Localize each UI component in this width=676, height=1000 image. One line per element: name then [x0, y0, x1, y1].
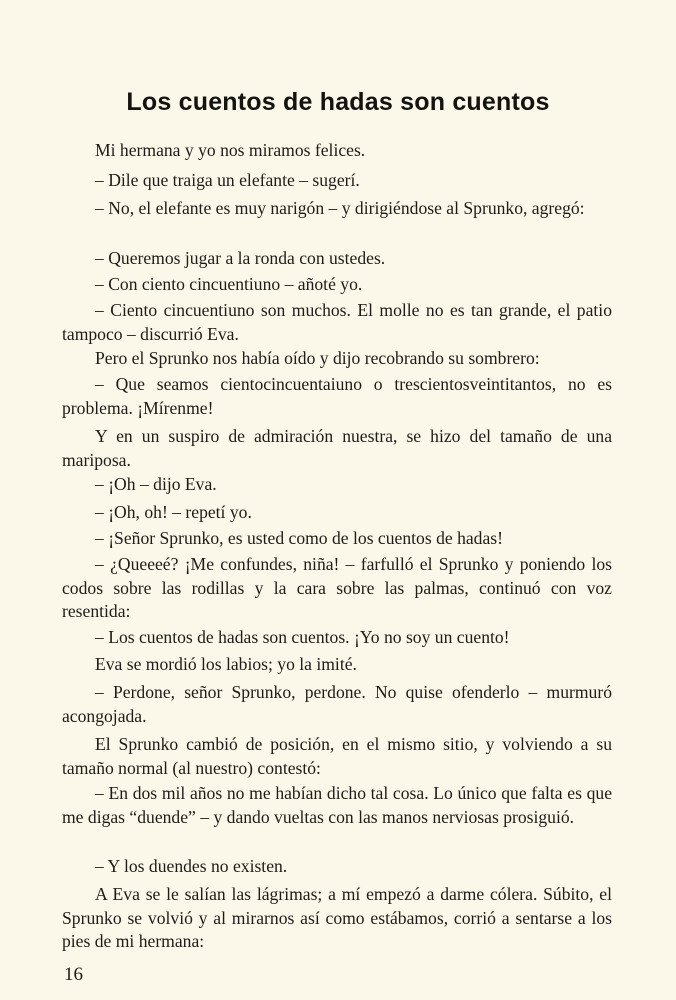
- paragraph-16: – Perdone, señor Sprunko, perdone. No quise ofenderlo – murmuró acongojada.: [62, 682, 612, 726]
- paragraph-13: – ¿Queeeé? ¡Me confundes, niña! – farfulló el Sprunko y poniendo los codos sobre las rodillas y la cara sobre las palmas, continuó con voz resentida:: [62, 554, 612, 621]
- paragraph-2: – Dile que traiga un elefante – sugerí.: [95, 170, 360, 190]
- paragraph-7: Pero el Sprunko nos había oído y dijo recobrando su sombrero:: [95, 348, 540, 368]
- paragraph-11: – ¡Oh, oh! – repetí yo.: [95, 502, 252, 522]
- paragraph-10: – ¡Oh – dijo Eva.: [95, 474, 217, 494]
- paragraph-8: – Que seamos cientocincuentaiuno o trescientosveintitantos, no es problema. ¡Mírenme!: [62, 374, 612, 418]
- paragraph-17: El Sprunko cambió de posición, en el mismo sitio, y volviendo a su tamaño normal (al nuestro) contestó:: [62, 734, 612, 778]
- paragraph-3: – No, el elefante es muy narigón – y dirigiéndose al Sprunko, agregó:: [95, 198, 585, 218]
- paragraph-4: – Queremos jugar a la ronda con ustedes.: [95, 248, 386, 268]
- paragraph-15: Eva se mordió los labios; yo la imité.: [95, 654, 357, 674]
- paragraph-19: – Y los duendes no existen.: [95, 856, 288, 876]
- page-number: 16: [64, 964, 83, 985]
- paragraph-6: – Ciento cincuentiuno son muchos. El molle no es tan grande, el patio tampoco – discurrió Eva.: [62, 300, 612, 344]
- paragraph-18: – En dos mil años no me habían dicho tal cosa. Lo único que falta es que me digas “duende” – y dando vueltas con las manos nerviosas prosiguió.: [62, 783, 612, 827]
- paragraph-20: A Eva se le salían las lágrimas; a mí empezó a darme cólera. Súbito, el Sprunko se volvió y al mirarnos así como estábamos, corrió a sentarse a los pies de mi hermana:: [62, 884, 612, 951]
- chapter-title: Los cuentos de hadas son cuentos: [126, 88, 550, 116]
- paragraph-1: Mi hermana y yo nos miramos felices.: [95, 140, 366, 160]
- paragraph-12: – ¡Señor Sprunko, es usted como de los cuentos de hadas!: [95, 528, 503, 548]
- paragraph-9: Y en un suspiro de admiración nuestra, se hizo del tamaño de una mariposa.: [62, 426, 612, 470]
- paragraph-5: – Con ciento cincuentiuno – añoté yo.: [95, 274, 363, 294]
- paragraph-14: – Los cuentos de hadas son cuentos. ¡Yo no soy un cuento!: [95, 627, 510, 647]
